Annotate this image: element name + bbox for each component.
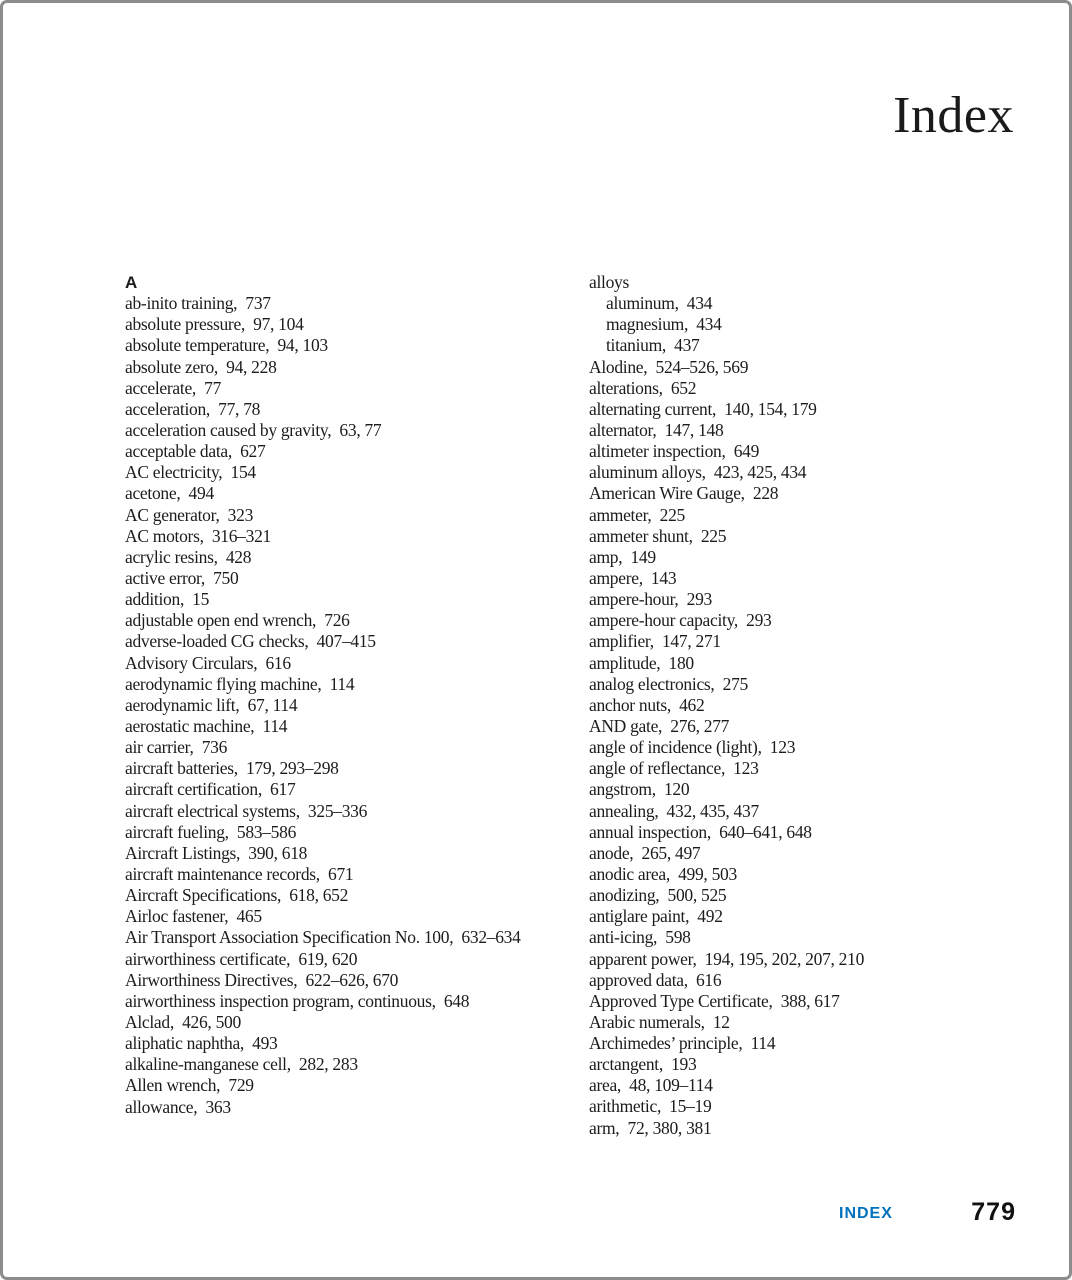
index-entry: airworthiness certificate, 619, 620 — [125, 948, 358, 969]
index-entry: Aircraft Specifications, 618, 652 — [125, 885, 349, 906]
index-column-right — [589, 272, 1021, 1139]
index-entry: addition, 15 — [125, 589, 210, 610]
index-entry: anodizing, 500, 525 — [589, 885, 727, 906]
index-entry: Archimedes’ principle, 114 — [589, 1033, 776, 1054]
index-entry: aircraft maintenance records, 671 — [125, 863, 354, 884]
index-entry: annual inspection, 640–641, 648 — [589, 821, 812, 842]
index-entry: area, 48, 109–114 — [589, 1075, 713, 1096]
index-entry: Approved Type Certificate, 388, 617 — [589, 990, 840, 1011]
index-entry: altimeter inspection, 649 — [589, 441, 760, 462]
index-entry: acceleration, 77, 78 — [125, 398, 261, 419]
index-entry: aircraft certification, 617 — [125, 779, 296, 800]
index-entry: alternator, 147, 148 — [589, 419, 724, 440]
index-entry: ampere, 143 — [589, 567, 677, 588]
index-entry: Alclad, 426, 500 — [125, 1011, 241, 1032]
index-entry: Advisory Circulars, 616 — [125, 652, 291, 673]
index-entry: arm, 72, 380, 381 — [589, 1117, 712, 1138]
index-entry: airworthiness inspection program, continuous, 648 — [125, 990, 470, 1011]
index-entry: ammeter shunt, 225 — [589, 525, 727, 546]
index-entry: aluminum alloys, 423, 425, 434 — [589, 462, 807, 483]
index-entry: aerodynamic flying machine, 114 — [125, 673, 355, 694]
index-entry: ab-inito training, 737 — [125, 293, 271, 314]
index-entry: alterations, 652 — [589, 377, 697, 398]
index-entry: alkaline-manganese cell, 282, 283 — [125, 1054, 358, 1075]
index-entry: Airworthiness Directives, 622–626, 670 — [125, 969, 399, 990]
index-entry: anode, 265, 497 — [589, 842, 701, 863]
index-entry: aircraft batteries, 179, 293–298 — [125, 758, 339, 779]
index-entry: ampere-hour, 293 — [589, 589, 712, 610]
index-entry: angle of reflectance, 123 — [589, 758, 759, 779]
index-entry: AC electricity, 154 — [125, 462, 256, 483]
index-entry: absolute temperature, 94, 103 — [125, 335, 328, 356]
index-entry: active error, 750 — [125, 567, 239, 588]
page-title: Index — [893, 87, 1014, 144]
index-entry: Alodine, 524–526, 569 — [589, 356, 749, 377]
index-entry: AND gate, 276, 277 — [589, 715, 730, 736]
index-entry: anti-icing, 598 — [589, 927, 691, 948]
index-entry: acrylic resins, 428 — [125, 546, 252, 567]
index-entry: aircraft electrical systems, 325–336 — [125, 800, 368, 821]
index-entry: aircraft fueling, 583–586 — [125, 821, 297, 842]
index-entry-list-right — [589, 272, 1021, 1139]
index-entry: antiglare paint, 492 — [589, 906, 723, 927]
index-entry: absolute zero, 94, 228 — [125, 356, 277, 377]
index-entry: Aircraft Listings, 390, 618 — [125, 842, 308, 863]
index-entry: anchor nuts, 462 — [589, 694, 705, 715]
index-entry: adjustable open end wrench, 726 — [125, 610, 350, 631]
index-entry: Airloc fastener, 465 — [125, 906, 262, 927]
index-entry: anodic area, 499, 503 — [589, 863, 737, 884]
index-entry: approved data, 616 — [589, 969, 722, 990]
index-entry: adverse-loaded CG checks, 407–415 — [125, 631, 376, 652]
index-entry: amp, 149 — [589, 546, 656, 567]
index-entry: accelerate, 77 — [125, 377, 222, 398]
index-entry: annealing, 432, 435, 437 — [589, 800, 759, 821]
index-entry: arctangent, 193 — [589, 1054, 697, 1075]
index-entry: acceleration caused by gravity, 63, 77 — [125, 420, 382, 440]
index-entry: ampere-hour capacity, 293 — [589, 610, 772, 631]
index-entry: aerodynamic lift, 67, 114 — [125, 694, 298, 715]
index-entry: aluminum, 434 — [606, 293, 713, 314]
index-entry: apparent power, 194, 195, 202, 207, 210 — [589, 948, 865, 969]
index-entry: analog electronics, 275 — [589, 673, 748, 694]
index-entry: American Wire Gauge, 228 — [589, 483, 779, 504]
index-entry: Allen wrench, 729 — [125, 1075, 254, 1096]
index-entry: angstrom, 120 — [589, 779, 690, 800]
index-entry: aerostatic machine, 114 — [125, 715, 288, 736]
index-entry: acetone, 494 — [125, 483, 214, 504]
index-entry: alloys — [589, 272, 630, 292]
index-entry-list-left — [125, 293, 587, 1117]
footer-page-number: 779 — [971, 1198, 1016, 1226]
footer-section-label: INDEX — [839, 1205, 893, 1222]
index-entry: magnesium, 434 — [606, 314, 722, 335]
index-entry: Air Transport Association Specification No. 100, 632–634 — [125, 927, 521, 948]
index-entry: alternating current, 140, 154, 179 — [589, 398, 817, 419]
index-entry: arithmetic, 15–19 — [589, 1096, 712, 1117]
index-entry: aliphatic naphtha, 493 — [125, 1033, 278, 1054]
section-heading-a: A — [125, 273, 138, 292]
index-entry: titanium, 437 — [606, 335, 700, 356]
index-entry: Arabic numerals, 12 — [589, 1011, 730, 1032]
index-entry: absolute pressure, 97, 104 — [125, 314, 304, 335]
index-entry: AC motors, 316–321 — [125, 525, 271, 546]
index-entry: allowance, 363 — [125, 1096, 231, 1117]
index-entry: amplifier, 147, 271 — [589, 631, 721, 652]
index-entry: acceptable data, 627 — [125, 441, 266, 462]
index-entry: angle of incidence (light), 123 — [589, 737, 796, 758]
index-entry: AC generator, 323 — [125, 504, 254, 525]
index-entry: air carrier, 736 — [125, 737, 228, 758]
index-entry: amplitude, 180 — [589, 652, 694, 673]
index-column-left — [125, 272, 587, 1118]
index-entry: ammeter, 225 — [589, 504, 685, 525]
